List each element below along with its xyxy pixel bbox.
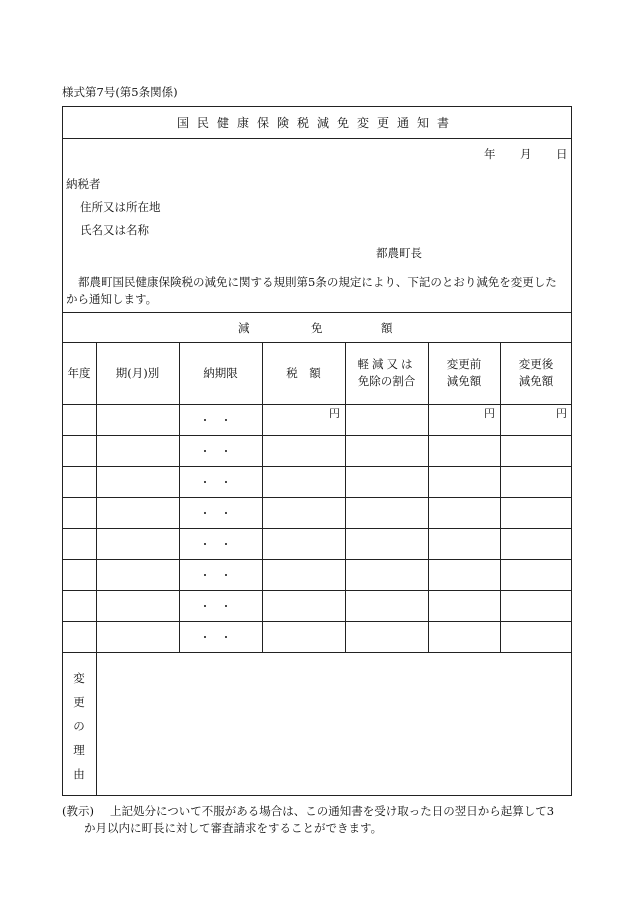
name-label: 氏名又は名称 [80, 223, 149, 237]
date-month-label: 月 [520, 147, 532, 161]
title-divider [62, 138, 572, 139]
col-header-after-line2: 減免額 [518, 374, 554, 388]
col-header-before-line1: 変更前 [446, 357, 482, 371]
amount-header-char-2: 免 [311, 321, 323, 335]
due-date-placeholder: ・・ [199, 569, 242, 582]
col-header-due-date: 納期限 [203, 365, 238, 380]
reason-label-char-2: 更 [73, 695, 85, 709]
amount-header-char-1: 減 [238, 321, 250, 335]
reason-label-char-5: 由 [73, 767, 85, 781]
reason-label-char-3: の [73, 719, 85, 733]
col-header-period: 期(月)別 [115, 365, 160, 380]
notice-text [84, 803, 576, 837]
row-line [62, 497, 572, 498]
row-line [62, 621, 572, 622]
col-header-after-change [500, 342, 572, 404]
row-line [62, 435, 572, 436]
due-date-placeholder: ・・ [199, 445, 242, 458]
col-header-reduction-ratio-line2: 免除の割合 [357, 374, 416, 388]
table-bottom-line [62, 652, 572, 653]
form-number: 様式第7号(第5条関係) [62, 85, 178, 99]
row-line [62, 559, 572, 560]
col-header-tax-amount: 税 額 [286, 365, 321, 380]
notice-text-line2: か月以内に町長に対して審査請求をすることができます。 [84, 821, 383, 835]
reason-label-char-4: 理 [73, 743, 85, 757]
amount-header-char-3: 額 [381, 321, 393, 335]
due-date-placeholder: ・・ [199, 538, 242, 551]
before-amount-yen-unit: 円 [484, 407, 495, 420]
after-amount-yen-unit: 円 [556, 407, 567, 420]
due-date-placeholder: ・・ [199, 476, 242, 489]
address-label: 住所又は所在地 [80, 200, 161, 214]
column-header-bottom-line [62, 404, 572, 405]
amount-top-divider [62, 312, 572, 313]
col-header-before-change [428, 342, 500, 404]
due-date-placeholder: ・・ [199, 600, 242, 613]
form-title: 国民健康保険税減免変更通知書 [176, 115, 457, 130]
due-date-placeholder: ・・ [199, 631, 242, 644]
col-header-reduction-ratio [345, 342, 428, 404]
date-day-label: 日 [556, 147, 568, 161]
due-date-placeholder: ・・ [199, 507, 242, 520]
date-year-label: 年 [484, 147, 496, 161]
col-header-before-line2: 減免額 [446, 374, 482, 388]
col-header-fiscal-year: 年度 [67, 365, 91, 380]
row-line [62, 590, 572, 591]
notice-body-text: 都農町国民健康保険税の減免に関する規則第5条の規定により、下記のとおり減免を変更したから通知します。 [66, 275, 557, 306]
row-line [62, 528, 572, 529]
tax-amount-yen-unit: 円 [329, 407, 340, 420]
reason-label-char-1: 変 [73, 671, 85, 685]
reason-divider [96, 652, 97, 796]
col-header-reduction-ratio-line1: 軽減又は [357, 357, 416, 371]
due-date-placeholder: ・・ [199, 414, 242, 427]
notice-label: (教示) [62, 804, 94, 818]
row-line [62, 466, 572, 467]
notice-text-line1: 上記処分について不服がある場合は、この通知書を受け取った日の翌日から起算して3 [110, 804, 555, 818]
issuer-mayor: 都農町長 [376, 246, 422, 260]
taxpayer-label: 納税者 [66, 177, 101, 191]
col-header-after-line1: 変更後 [518, 357, 554, 371]
